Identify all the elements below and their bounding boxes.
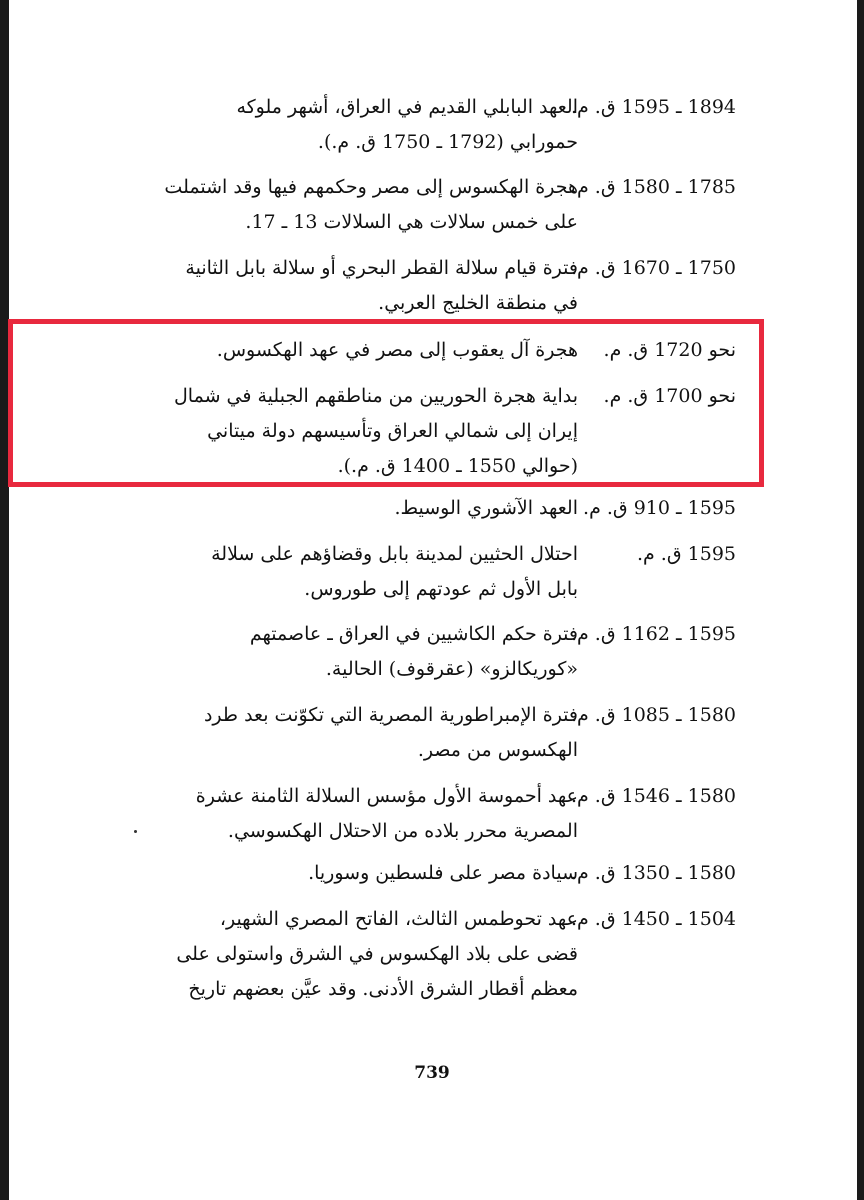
entry-description: [138, 90, 578, 160]
description-line: حمورابي (1792 ـ 1750 ق. م.).: [317, 131, 578, 153]
chronology-entry: [130, 251, 742, 321]
description-line: في منطقة الخليج العربي.: [378, 292, 578, 314]
description-line: معظم أقطار الشرق الأدنى. وقد عيَّن بعضهم تاريخ: [188, 978, 578, 1000]
description-line: سيادة مصر على فلسطين وسوريا.: [308, 862, 578, 884]
left-scan-edge: [0, 0, 9, 1200]
entry-date: 1595 ـ 1162 ق. م.: [570, 623, 736, 645]
chronology-entry: [130, 856, 742, 891]
description-line: احتلال الحثيين لمدينة بابل وقضاؤهم على سلالة: [211, 543, 578, 565]
entry-date: 1580 ـ 1546 ق. م.: [570, 785, 736, 807]
chronology-entry: [130, 170, 742, 240]
description-line: عهد تحوطمس الثالث، الفاتح المصري الشهير،: [219, 908, 578, 930]
entry-description: [138, 779, 578, 849]
right-scan-edge: [857, 0, 864, 1200]
description-line: قضى على بلاد الهكسوس في الشرق واستولى على: [176, 943, 578, 965]
description-line: العهد الآشوري الوسيط.: [394, 497, 578, 519]
entry-date: نحو 1700 ق. م.: [603, 385, 736, 407]
entry-description: [138, 856, 578, 891]
description-line: هجرة آل يعقوب إلى مصر في عهد الهكسوس.: [216, 339, 578, 361]
entry-description: [138, 698, 578, 768]
chronology-entry: [130, 902, 742, 1007]
description-line: بابل الأول ثم عودتهم إلى طوروس.: [304, 578, 578, 600]
entry-description: [138, 170, 578, 240]
chronology-entry: [130, 537, 742, 607]
description-line: الهكسوس من مصر.: [417, 739, 578, 761]
description-line: «كوريكالزو» (عقرقوف) الحالية.: [325, 658, 578, 680]
highlight-box: [8, 319, 764, 487]
description-line: على خمس سلالات هي السلالات 13 ـ 17.: [245, 211, 578, 233]
entry-date: 1595 ـ 910 ق. م.: [583, 497, 736, 519]
entry-description: [138, 902, 578, 1007]
chronology-entry: [130, 617, 742, 687]
description-line: هجرة الهكسوس إلى مصر وحكمهم فيها وقد اشتملت: [164, 176, 578, 198]
ink-speck: [134, 830, 137, 833]
description-line: المصرية محرر بلاده من الاحتلال الهكسوسي.: [227, 820, 578, 842]
description-line: إيران إلى شمالي العراق وتأسيسهم دولة ميتاني: [207, 420, 578, 442]
description-line: فترة الإمبراطورية المصرية التي تكوّنت بعد طرد: [203, 704, 578, 726]
entry-date: 1504 ـ 1450 ق. م.: [570, 908, 736, 930]
chronology-entry: [130, 491, 742, 526]
entry-date: 1580 ـ 1350 ق. م.: [570, 862, 736, 884]
chronology-entry: [130, 779, 742, 849]
entry-description: [138, 537, 578, 607]
description-line: عهد أحموسة الأول مؤسس السلالة الثامنة عشرة: [195, 785, 578, 807]
description-line: بداية هجرة الحوريين من مناطقهم الجبلية في شمال: [174, 385, 578, 407]
entry-description: [138, 491, 578, 526]
entry-date: 1595 ق. م.: [636, 543, 736, 565]
entry-date: 1750 ـ 1670 ق. م.: [570, 257, 736, 279]
description-line: فترة قيام سلالة القطر البحري أو سلالة بابل الثانية: [185, 257, 578, 279]
chronology-entry: [130, 90, 742, 160]
entry-description: [138, 251, 578, 321]
page-number: 739: [414, 1063, 450, 1083]
chronology-entry: [130, 698, 742, 768]
description-line: (حوالي 1550 ـ 1400 ق. م.).: [337, 455, 578, 477]
entry-date: 1580 ـ 1085 ق. م.: [570, 704, 736, 726]
description-line: فترة حكم الكاشيين في العراق ـ عاصمتهم: [249, 623, 578, 645]
description-line: العهد البابلي القديم في العراق، أشهر ملوكه: [236, 96, 578, 118]
entry-date: 1785 ـ 1580 ق. م.: [570, 176, 736, 198]
entry-description: [138, 617, 578, 687]
entry-date: نحو 1720 ق. م.: [603, 339, 736, 361]
entry-date: 1894 ـ 1595 ق. م.: [570, 96, 736, 118]
